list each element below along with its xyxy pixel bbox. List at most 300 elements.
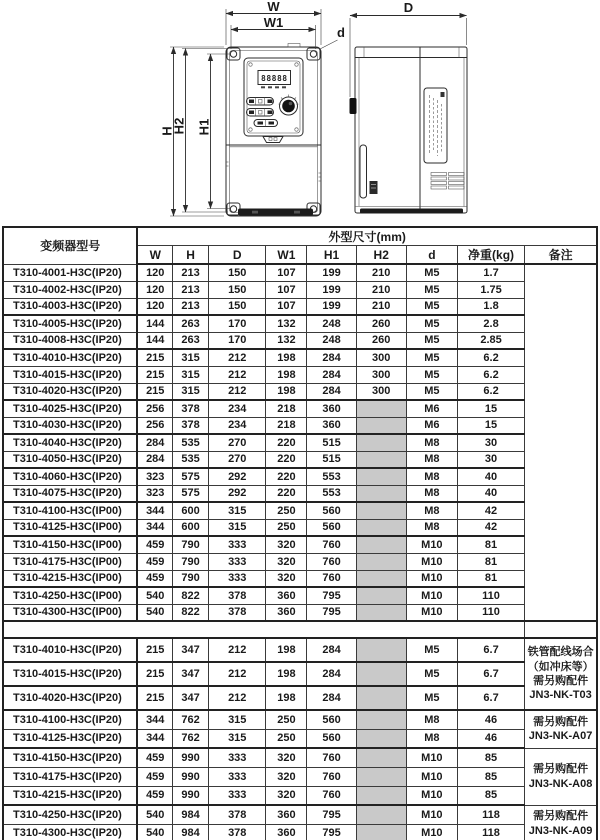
table-row	[3, 264, 597, 281]
h1-cell: 248	[307, 332, 356, 349]
table-row	[3, 729, 597, 748]
w1-cell: 220	[266, 468, 307, 485]
w-cell: 323	[137, 485, 172, 502]
remark-cell: 需另购配件 JN3-NK-A08	[525, 748, 597, 805]
model-cell: T310-4300-H3C(IP00)	[3, 604, 137, 621]
w1-cell: 360	[266, 805, 307, 824]
weight-cell: 40	[457, 485, 524, 502]
w-cell: 284	[137, 451, 172, 468]
screw-cell: M8	[406, 485, 457, 502]
model-cell: T310-4030-H3C(IP20)	[3, 417, 137, 434]
h2-cell	[356, 536, 406, 553]
screw-cell: M6	[406, 417, 457, 434]
h1-cell: 560	[307, 729, 356, 748]
h1-cell: 560	[307, 519, 356, 536]
table-row	[3, 502, 597, 519]
h2-cell	[356, 710, 406, 729]
model-cell: T310-4075-H3C(IP20)	[3, 485, 137, 502]
weight-column-header: 净重(kg)	[457, 246, 524, 265]
w-cell: 215	[137, 349, 172, 366]
w1-cell: 320	[266, 553, 307, 570]
weight-cell: 85	[457, 767, 524, 786]
screw-cell: M8	[406, 502, 457, 519]
w-cell: 459	[137, 536, 172, 553]
w1-cell: 220	[266, 485, 307, 502]
d-cell: 333	[209, 786, 266, 805]
table-row	[3, 662, 597, 686]
h1-cell: 199	[307, 298, 356, 315]
screw-cell: M8	[406, 451, 457, 468]
d-cell: 212	[209, 349, 266, 366]
h-cell: 600	[173, 519, 209, 536]
h-cell: 822	[173, 604, 209, 621]
keypad-panel	[244, 58, 303, 136]
w-cell: 540	[137, 587, 172, 604]
model-cell: T310-4008-H3C(IP20)	[3, 332, 137, 349]
col-header-w1: W1	[266, 246, 307, 265]
table-row	[3, 332, 597, 349]
d-cell: 292	[209, 468, 266, 485]
h2-cell	[356, 729, 406, 748]
remark-cell	[525, 264, 597, 621]
h1-cell: 248	[307, 315, 356, 332]
h2-cell: 210	[356, 298, 406, 315]
depth-dim-label: D	[403, 0, 414, 15]
side-small-label	[370, 181, 378, 194]
h-cell: 213	[173, 281, 209, 298]
d-cell: 333	[209, 553, 266, 570]
table-row	[3, 315, 597, 332]
screw-cell: M10	[406, 587, 457, 604]
h2-cell	[356, 519, 406, 536]
table-row	[3, 485, 597, 502]
table-row	[3, 686, 597, 710]
table-row	[3, 553, 597, 570]
d-cell: 315	[209, 729, 266, 748]
d-cell: 270	[209, 434, 266, 451]
table-row	[3, 519, 597, 536]
weight-cell: 81	[457, 570, 524, 587]
h-cell: 347	[173, 686, 209, 710]
h-cell: 315	[173, 366, 209, 383]
model-cell: T310-4050-H3C(IP20)	[3, 451, 137, 468]
potentiometer-knob-icon	[279, 95, 299, 116]
w1-cell: 360	[266, 587, 307, 604]
cover-latch-icon	[263, 137, 283, 143]
h2-cell	[356, 686, 406, 710]
h1-cell: 795	[307, 587, 356, 604]
h-cell: 790	[173, 553, 209, 570]
h2-cell: 260	[356, 315, 406, 332]
w-cell: 344	[137, 502, 172, 519]
dims-group-header: 外型尺寸(mm)	[137, 227, 597, 246]
nameplate-label	[424, 88, 447, 163]
table-row	[3, 349, 597, 366]
w1-cell: 198	[266, 638, 307, 662]
model-cell: T310-4003-H3C(IP20)	[3, 298, 137, 315]
model-cell: T310-4150-H3C(IP20)	[3, 748, 137, 767]
h2-cell	[356, 451, 406, 468]
model-cell: T310-4125-H3C(IP20)	[3, 729, 137, 748]
h1-cell: 760	[307, 570, 356, 587]
h-cell: 790	[173, 536, 209, 553]
model-cell: T310-4250-H3C(IP20)	[3, 805, 137, 824]
model-cell: T310-4010-H3C(IP20)	[3, 638, 137, 662]
w-cell: 120	[137, 281, 172, 298]
h1-cell: 760	[307, 536, 356, 553]
h2-cell	[356, 805, 406, 824]
w-cell: 344	[137, 729, 172, 748]
model-cell: T310-4215-H3C(IP00)	[3, 570, 137, 587]
h-cell: 263	[173, 332, 209, 349]
h1-cell: 284	[307, 638, 356, 662]
table-row	[3, 570, 597, 587]
d-cell: 333	[209, 536, 266, 553]
w1-cell: 198	[266, 349, 307, 366]
model-cell: T310-4100-H3C(IP00)	[3, 502, 137, 519]
vent-slots-icon	[431, 173, 464, 190]
h-cell: 315	[173, 383, 209, 400]
col-header-d: D	[209, 246, 266, 265]
model-cell: T310-4175-H3C(IP00)	[3, 553, 137, 570]
screw-cell: M8	[406, 468, 457, 485]
indicator-mark-icon	[261, 86, 265, 88]
h-cell: 990	[173, 786, 209, 805]
w1-cell: 250	[266, 710, 307, 729]
h2-cell	[356, 662, 406, 686]
w1-cell: 132	[266, 315, 307, 332]
h-cell: 762	[173, 729, 209, 748]
w-cell: 540	[137, 604, 172, 621]
d-cell: 170	[209, 315, 266, 332]
w-cell: 215	[137, 662, 172, 686]
model-cell: T310-4175-H3C(IP20)	[3, 767, 137, 786]
h-cell: 347	[173, 662, 209, 686]
screw-cell: M5	[406, 298, 457, 315]
d-cell: 150	[209, 298, 266, 315]
screw-cell: M5	[406, 281, 457, 298]
screw-cell: M5	[406, 366, 457, 383]
d-cell: 234	[209, 400, 266, 417]
w1-cell: 360	[266, 604, 307, 621]
h-cell: 213	[173, 298, 209, 315]
table-row	[3, 434, 597, 451]
h2-cell: 300	[356, 366, 406, 383]
d-cell: 212	[209, 366, 266, 383]
weight-cell: 1.75	[457, 281, 524, 298]
model-cell: T310-4150-H3C(IP00)	[3, 536, 137, 553]
d-cell: 378	[209, 824, 266, 840]
table-row	[3, 417, 597, 434]
h2-cell	[356, 604, 406, 621]
table-row	[3, 767, 597, 786]
w-cell: 215	[137, 638, 172, 662]
w1-cell: 107	[266, 298, 307, 315]
h1-cell: 760	[307, 786, 356, 805]
model-cell: T310-4215-H3C(IP20)	[3, 786, 137, 805]
w1-cell: 250	[266, 502, 307, 519]
hole-dim-label: d	[337, 25, 345, 40]
width-dim-label: W	[267, 0, 280, 14]
screw-cell: M5	[406, 264, 457, 281]
table-body	[3, 264, 597, 840]
h1-cell: 284	[307, 349, 356, 366]
w-cell: 144	[137, 332, 172, 349]
h2-cell	[356, 502, 406, 519]
indicator-mark-icon	[268, 86, 272, 88]
d-cell: 315	[209, 710, 266, 729]
weight-cell: 6.2	[457, 366, 524, 383]
weight-cell: 2.8	[457, 315, 524, 332]
w-cell: 323	[137, 468, 172, 485]
h-cell: 990	[173, 748, 209, 767]
w1-cell: 218	[266, 400, 307, 417]
table-row	[3, 281, 597, 298]
table-row	[3, 748, 597, 767]
weight-cell: 6.7	[457, 686, 524, 710]
d-cell: 315	[209, 502, 266, 519]
h2-cell: 260	[356, 332, 406, 349]
model-cell: T310-4100-H3C(IP20)	[3, 710, 137, 729]
h1-cell: 360	[307, 400, 356, 417]
weight-cell: 81	[457, 536, 524, 553]
model-cell: T310-4010-H3C(IP20)	[3, 349, 137, 366]
w-cell: 144	[137, 315, 172, 332]
screw-cell: M10	[406, 767, 457, 786]
d-cell: 333	[209, 570, 266, 587]
col-header-w: W	[137, 246, 172, 265]
dimension-drawing	[0, 0, 600, 226]
indicator-mark-icon	[275, 86, 279, 88]
model-cell: T310-4015-H3C(IP20)	[3, 366, 137, 383]
w-cell: 459	[137, 767, 172, 786]
table-row	[3, 604, 597, 621]
h1-cell: 795	[307, 824, 356, 840]
w1-cell: 220	[266, 434, 307, 451]
screw-cell: M10	[406, 824, 457, 840]
screw-cell: M5	[406, 686, 457, 710]
model-cell: T310-4001-H3C(IP20)	[3, 264, 137, 281]
remark-cell: 需另购配件 JN3-NK-A09	[525, 805, 597, 840]
h2-cell	[356, 587, 406, 604]
weight-cell: 85	[457, 748, 524, 767]
weight-cell: 6.7	[457, 662, 524, 686]
w-cell: 215	[137, 366, 172, 383]
d-cell: 212	[209, 686, 266, 710]
h2-cell	[356, 485, 406, 502]
col-header-h1: H1	[307, 246, 356, 265]
h2-cell: 210	[356, 281, 406, 298]
h2-cell	[356, 417, 406, 434]
h-cell: 535	[173, 434, 209, 451]
table-row	[3, 805, 597, 824]
w1-cell: 198	[266, 383, 307, 400]
d-cell: 292	[209, 485, 266, 502]
screw-cell: M10	[406, 570, 457, 587]
front-view	[226, 44, 321, 217]
weight-cell: 42	[457, 519, 524, 536]
h-cell: 984	[173, 824, 209, 840]
screw-cell: M5	[406, 315, 457, 332]
h-cell: 213	[173, 264, 209, 281]
height-dim-label: H	[159, 126, 175, 136]
weight-cell: 30	[457, 434, 524, 451]
h-cell: 822	[173, 587, 209, 604]
w-cell: 459	[137, 786, 172, 805]
model-column-header: 变频器型号	[3, 227, 137, 264]
d-cell: 378	[209, 604, 266, 621]
h1-cell: 760	[307, 553, 356, 570]
h2-cell: 300	[356, 349, 406, 366]
h1-cell: 515	[307, 451, 356, 468]
weight-cell: 46	[457, 729, 524, 748]
h-cell: 263	[173, 315, 209, 332]
h-cell: 990	[173, 767, 209, 786]
h-cell: 984	[173, 805, 209, 824]
screw-cell: M5	[406, 662, 457, 686]
d-cell: 378	[209, 587, 266, 604]
h2-cell	[356, 786, 406, 805]
w1-cell: 320	[266, 767, 307, 786]
w1-cell: 320	[266, 570, 307, 587]
h1-cell: 515	[307, 434, 356, 451]
model-cell: T310-4005-H3C(IP20)	[3, 315, 137, 332]
w1-cell: 107	[266, 281, 307, 298]
h1-cell: 284	[307, 686, 356, 710]
weight-cell: 1.8	[457, 298, 524, 315]
w1-cell: 198	[266, 662, 307, 686]
table-row	[3, 536, 597, 553]
table-row	[3, 824, 597, 840]
screw-cell: M10	[406, 748, 457, 767]
w1-cell: 250	[266, 729, 307, 748]
w1-cell: 132	[266, 332, 307, 349]
weight-cell: 6.2	[457, 383, 524, 400]
h2-cell	[356, 638, 406, 662]
w-cell: 120	[137, 298, 172, 315]
w1-cell: 218	[266, 417, 307, 434]
table-row	[3, 298, 597, 315]
weight-cell: 118	[457, 805, 524, 824]
h-cell: 315	[173, 349, 209, 366]
d-cell: 212	[209, 638, 266, 662]
h1-cell: 199	[307, 281, 356, 298]
inner-width-dim-label: W1	[263, 15, 284, 30]
w1-cell: 320	[266, 536, 307, 553]
model-cell: T310-4060-H3C(IP20)	[3, 468, 137, 485]
screw-cell: M10	[406, 604, 457, 621]
model-cell: T310-4020-H3C(IP20)	[3, 686, 137, 710]
inner-height-dim-label: H1	[196, 118, 212, 136]
w-cell: 540	[137, 824, 172, 840]
weight-cell: 2.85	[457, 332, 524, 349]
h1-cell: 284	[307, 383, 356, 400]
h1-cell: 560	[307, 710, 356, 729]
table-row	[3, 400, 597, 417]
w1-cell: 360	[266, 824, 307, 840]
h2-cell	[356, 824, 406, 840]
dimensions-table	[2, 226, 598, 840]
model-cell: T310-4250-H3C(IP00)	[3, 587, 137, 604]
h-cell: 575	[173, 485, 209, 502]
w1-cell: 198	[266, 366, 307, 383]
d-cell: 212	[209, 383, 266, 400]
d-cell: 333	[209, 767, 266, 786]
model-cell: T310-4125-H3C(IP00)	[3, 519, 137, 536]
weight-cell: 1.7	[457, 264, 524, 281]
table-row	[3, 451, 597, 468]
table-row	[3, 638, 597, 662]
model-cell: T310-4300-H3C(IP20)	[3, 824, 137, 840]
h1-cell: 795	[307, 805, 356, 824]
h1-cell: 199	[307, 264, 356, 281]
h2-cell: 210	[356, 264, 406, 281]
weight-cell: 40	[457, 468, 524, 485]
w-cell: 120	[137, 264, 172, 281]
h2-cell	[356, 570, 406, 587]
weight-cell: 30	[457, 451, 524, 468]
d-cell: 333	[209, 748, 266, 767]
remark-cell: 需另购配件 JN3-NK-A07	[525, 710, 597, 748]
w1-cell: 220	[266, 451, 307, 468]
w-cell: 459	[137, 748, 172, 767]
side-view	[350, 47, 468, 214]
w1-cell: 320	[266, 748, 307, 767]
w-cell: 459	[137, 553, 172, 570]
h-cell: 790	[173, 570, 209, 587]
d-cell: 234	[209, 417, 266, 434]
mount-height-dim-label: H2	[171, 117, 187, 135]
screw-cell: M5	[406, 349, 457, 366]
w-cell: 540	[137, 805, 172, 824]
model-cell: T310-4002-H3C(IP20)	[3, 281, 137, 298]
h2-cell	[356, 400, 406, 417]
h1-cell: 795	[307, 604, 356, 621]
weight-cell: 15	[457, 400, 524, 417]
h-cell: 378	[173, 417, 209, 434]
model-cell: T310-4040-H3C(IP20)	[3, 434, 137, 451]
d-cell: 170	[209, 332, 266, 349]
screw-cell: M8	[406, 519, 457, 536]
screw-cell: M10	[406, 536, 457, 553]
table-row	[3, 468, 597, 485]
weight-cell: 46	[457, 710, 524, 729]
separator-cell	[3, 621, 525, 638]
h1-cell: 760	[307, 748, 356, 767]
indicator-mark-icon	[282, 86, 286, 88]
weight-cell: 6.2	[457, 349, 524, 366]
weight-cell: 118	[457, 824, 524, 840]
separator-remark-cell	[525, 621, 597, 638]
screw-cell: M8	[406, 710, 457, 729]
d-cell: 315	[209, 519, 266, 536]
weight-cell: 85	[457, 786, 524, 805]
w1-cell: 320	[266, 786, 307, 805]
h2-cell	[356, 748, 406, 767]
screw-cell: M8	[406, 729, 457, 748]
h1-cell: 284	[307, 662, 356, 686]
screw-cell: M5	[406, 332, 457, 349]
h-cell: 762	[173, 710, 209, 729]
w-cell: 215	[137, 383, 172, 400]
weight-cell: 110	[457, 604, 524, 621]
knob-protrusion	[350, 98, 357, 114]
screw-cell: M8	[406, 434, 457, 451]
weight-cell: 81	[457, 553, 524, 570]
h2-cell	[356, 767, 406, 786]
w-cell: 459	[137, 570, 172, 587]
h1-cell: 553	[307, 485, 356, 502]
